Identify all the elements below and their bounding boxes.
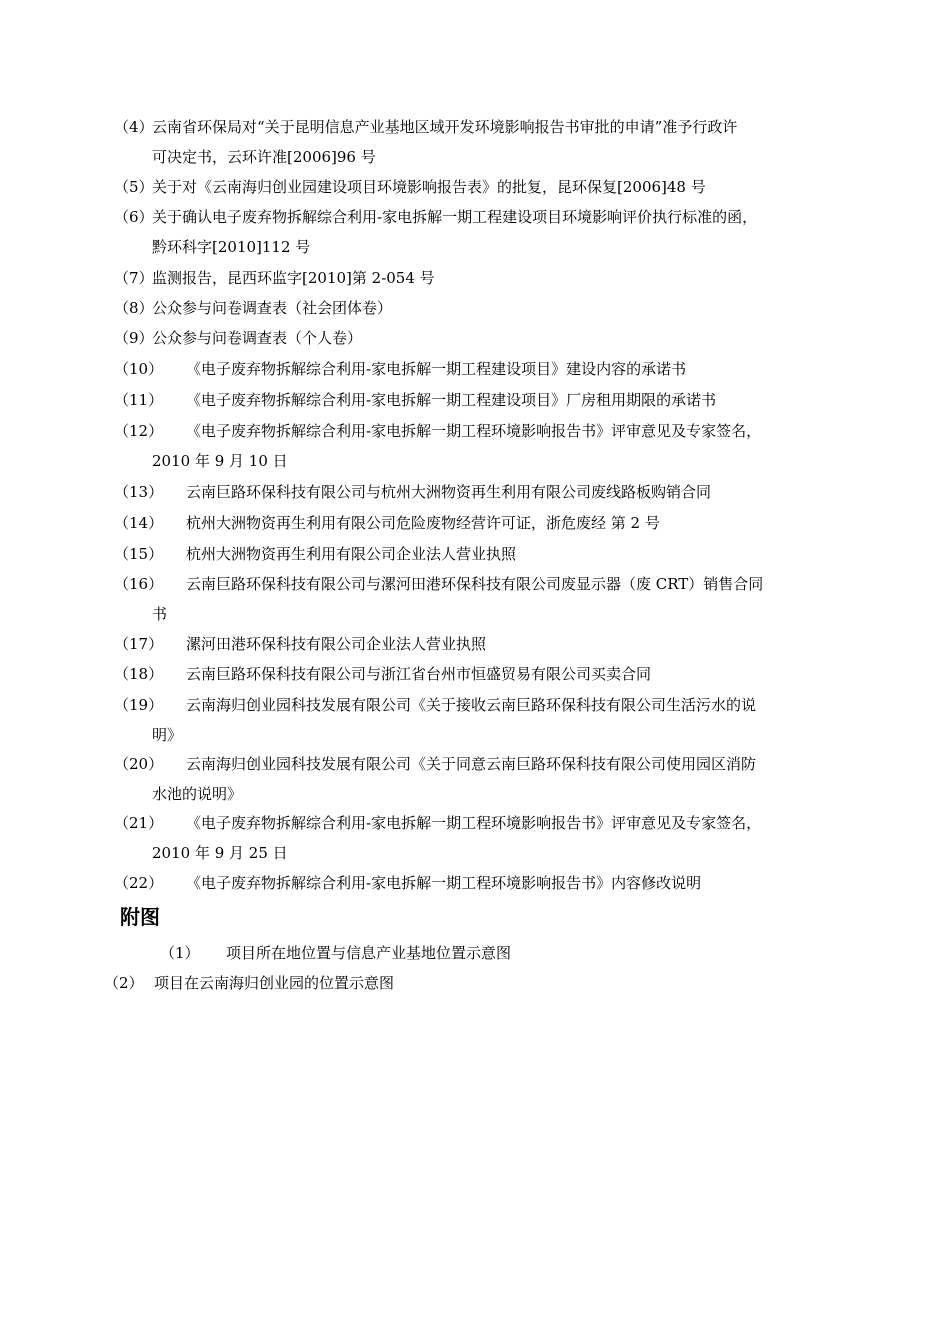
item-number: （11） (114, 391, 164, 409)
item-text: 云南巨路环保科技有限公司与漯河田港环保科技有限公司废显示器（废 CRT）销售合同 (186, 575, 764, 593)
item-number: （20） (114, 755, 164, 773)
item-text: 云南海归创业园科技发展有限公司《关于接收云南巨路环保科技有限公司生活污水的说 (186, 696, 757, 714)
attachment-item-18 (114, 659, 844, 689)
item-text: 云南省环保局对“关于昆明信息产业基地区域开发环境影响报告书审批的申请”准予行政许 (152, 118, 738, 136)
attachment-item-20 (114, 749, 844, 809)
item-number: （12） (114, 422, 164, 440)
item-number: （21） (114, 814, 164, 832)
item-text: 监测报告，昆西环监字[2010]第 2-054 号 (152, 269, 435, 287)
attachment-item-6 (114, 202, 844, 262)
item-number: （19） (114, 696, 164, 714)
attachment-item-15 (114, 539, 844, 569)
item-text: 《电子废弃物拆解综合利用-家电拆解一期工程环境影响报告书》评审意见及专家签名， (186, 814, 762, 832)
item-text: 关于对《云南海归创业园建设项目环境影响报告表》的批复，昆环保复[2006]48 号 (152, 178, 706, 196)
item-number: （9） (114, 329, 154, 347)
item-text: 漯河田港环保科技有限公司企业法人营业执照 (186, 635, 487, 653)
item-text: 杭州大洲物资再生利用有限公司企业法人营业执照 (186, 545, 517, 563)
item-number: （16） (114, 575, 164, 593)
figure-number: （1） (160, 944, 200, 962)
item-continuation: 黔环科字[2010]112 号 (152, 238, 311, 256)
item-text: 《电子废弃物拆解综合利用-家电拆解一期工程建设项目》厂房租用期限的承诺书 (186, 391, 717, 409)
item-text: 杭州大洲物资再生利用有限公司危险废物经营许可证，浙危废经 第 2 号 (186, 514, 660, 532)
attachment-item-7 (114, 263, 844, 293)
figure-item-2 (104, 968, 394, 998)
item-number: （10） (114, 360, 164, 378)
attachment-item-12 (114, 416, 844, 476)
item-continuation: 水池的说明》 (152, 785, 243, 803)
attachment-item-9 (114, 323, 844, 353)
item-number: （15） (114, 545, 164, 563)
item-number: （5） (114, 178, 154, 196)
item-continuation: 明》 (152, 726, 183, 744)
item-number: （14） (114, 514, 164, 532)
attachment-item-8 (114, 293, 844, 323)
item-continuation: 2010 年 9 月 25 日 (152, 844, 288, 862)
attachment-item-5 (114, 172, 844, 202)
figure-text: 项目在云南海归创业园的位置示意图 (154, 974, 395, 992)
item-text: 《电子废弃物拆解综合利用-家电拆解一期工程建设项目》建设内容的承诺书 (186, 360, 687, 378)
item-text: 公众参与问卷调查表（社会团体卷） (152, 299, 393, 317)
item-text: 云南海归创业园科技发展有限公司《关于同意云南巨路环保科技有限公司使用园区消防 (186, 755, 757, 773)
attachment-item-19 (114, 690, 844, 750)
item-continuation: 书 (152, 605, 168, 623)
attachment-item-22 (114, 868, 844, 898)
item-number: （4） (114, 118, 154, 136)
item-text: 公众参与问卷调查表（个人卷） (152, 329, 363, 347)
attachment-item-11 (114, 385, 844, 415)
item-text: 云南巨路环保科技有限公司与杭州大洲物资再生利用有限公司废线路板购销合同 (186, 483, 712, 501)
attachment-item-17 (114, 629, 844, 659)
figures-heading: 附图 (120, 905, 160, 929)
attachment-item-21 (114, 808, 844, 868)
item-number: （6） (114, 208, 154, 226)
item-number: （8） (114, 299, 154, 317)
item-continuation: 2010 年 9 月 10 日 (152, 452, 288, 470)
item-number: （22） (114, 874, 164, 892)
item-number: （17） (114, 635, 164, 653)
attachment-item-4 (114, 112, 844, 172)
figure-item-1 (160, 938, 511, 968)
item-text: 《电子废弃物拆解综合利用-家电拆解一期工程环境影响报告书》内容修改说明 (186, 874, 702, 892)
figure-text: 项目所在地位置与信息产业基地位置示意图 (226, 944, 512, 962)
figure-number: （2） (104, 974, 144, 992)
item-text: 云南巨路环保科技有限公司与浙江省台州市恒盛贸易有限公司买卖合同 (186, 665, 652, 683)
attachment-item-16 (114, 569, 844, 629)
item-continuation: 可决定书，云环许准[2006]96 号 (152, 148, 376, 166)
item-text: 《电子废弃物拆解综合利用-家电拆解一期工程环境影响报告书》评审意见及专家签名， (186, 422, 762, 440)
item-text: 关于确认电子废弃物拆解综合利用-家电拆解一期工程建设项目环境影响评价执行标准的函， (152, 208, 758, 226)
attachment-item-13 (114, 477, 844, 507)
item-number: （7） (114, 269, 154, 287)
item-number: （18） (114, 665, 164, 683)
attachment-item-14 (114, 508, 844, 538)
attachment-item-10 (114, 354, 844, 384)
item-number: （13） (114, 483, 164, 501)
